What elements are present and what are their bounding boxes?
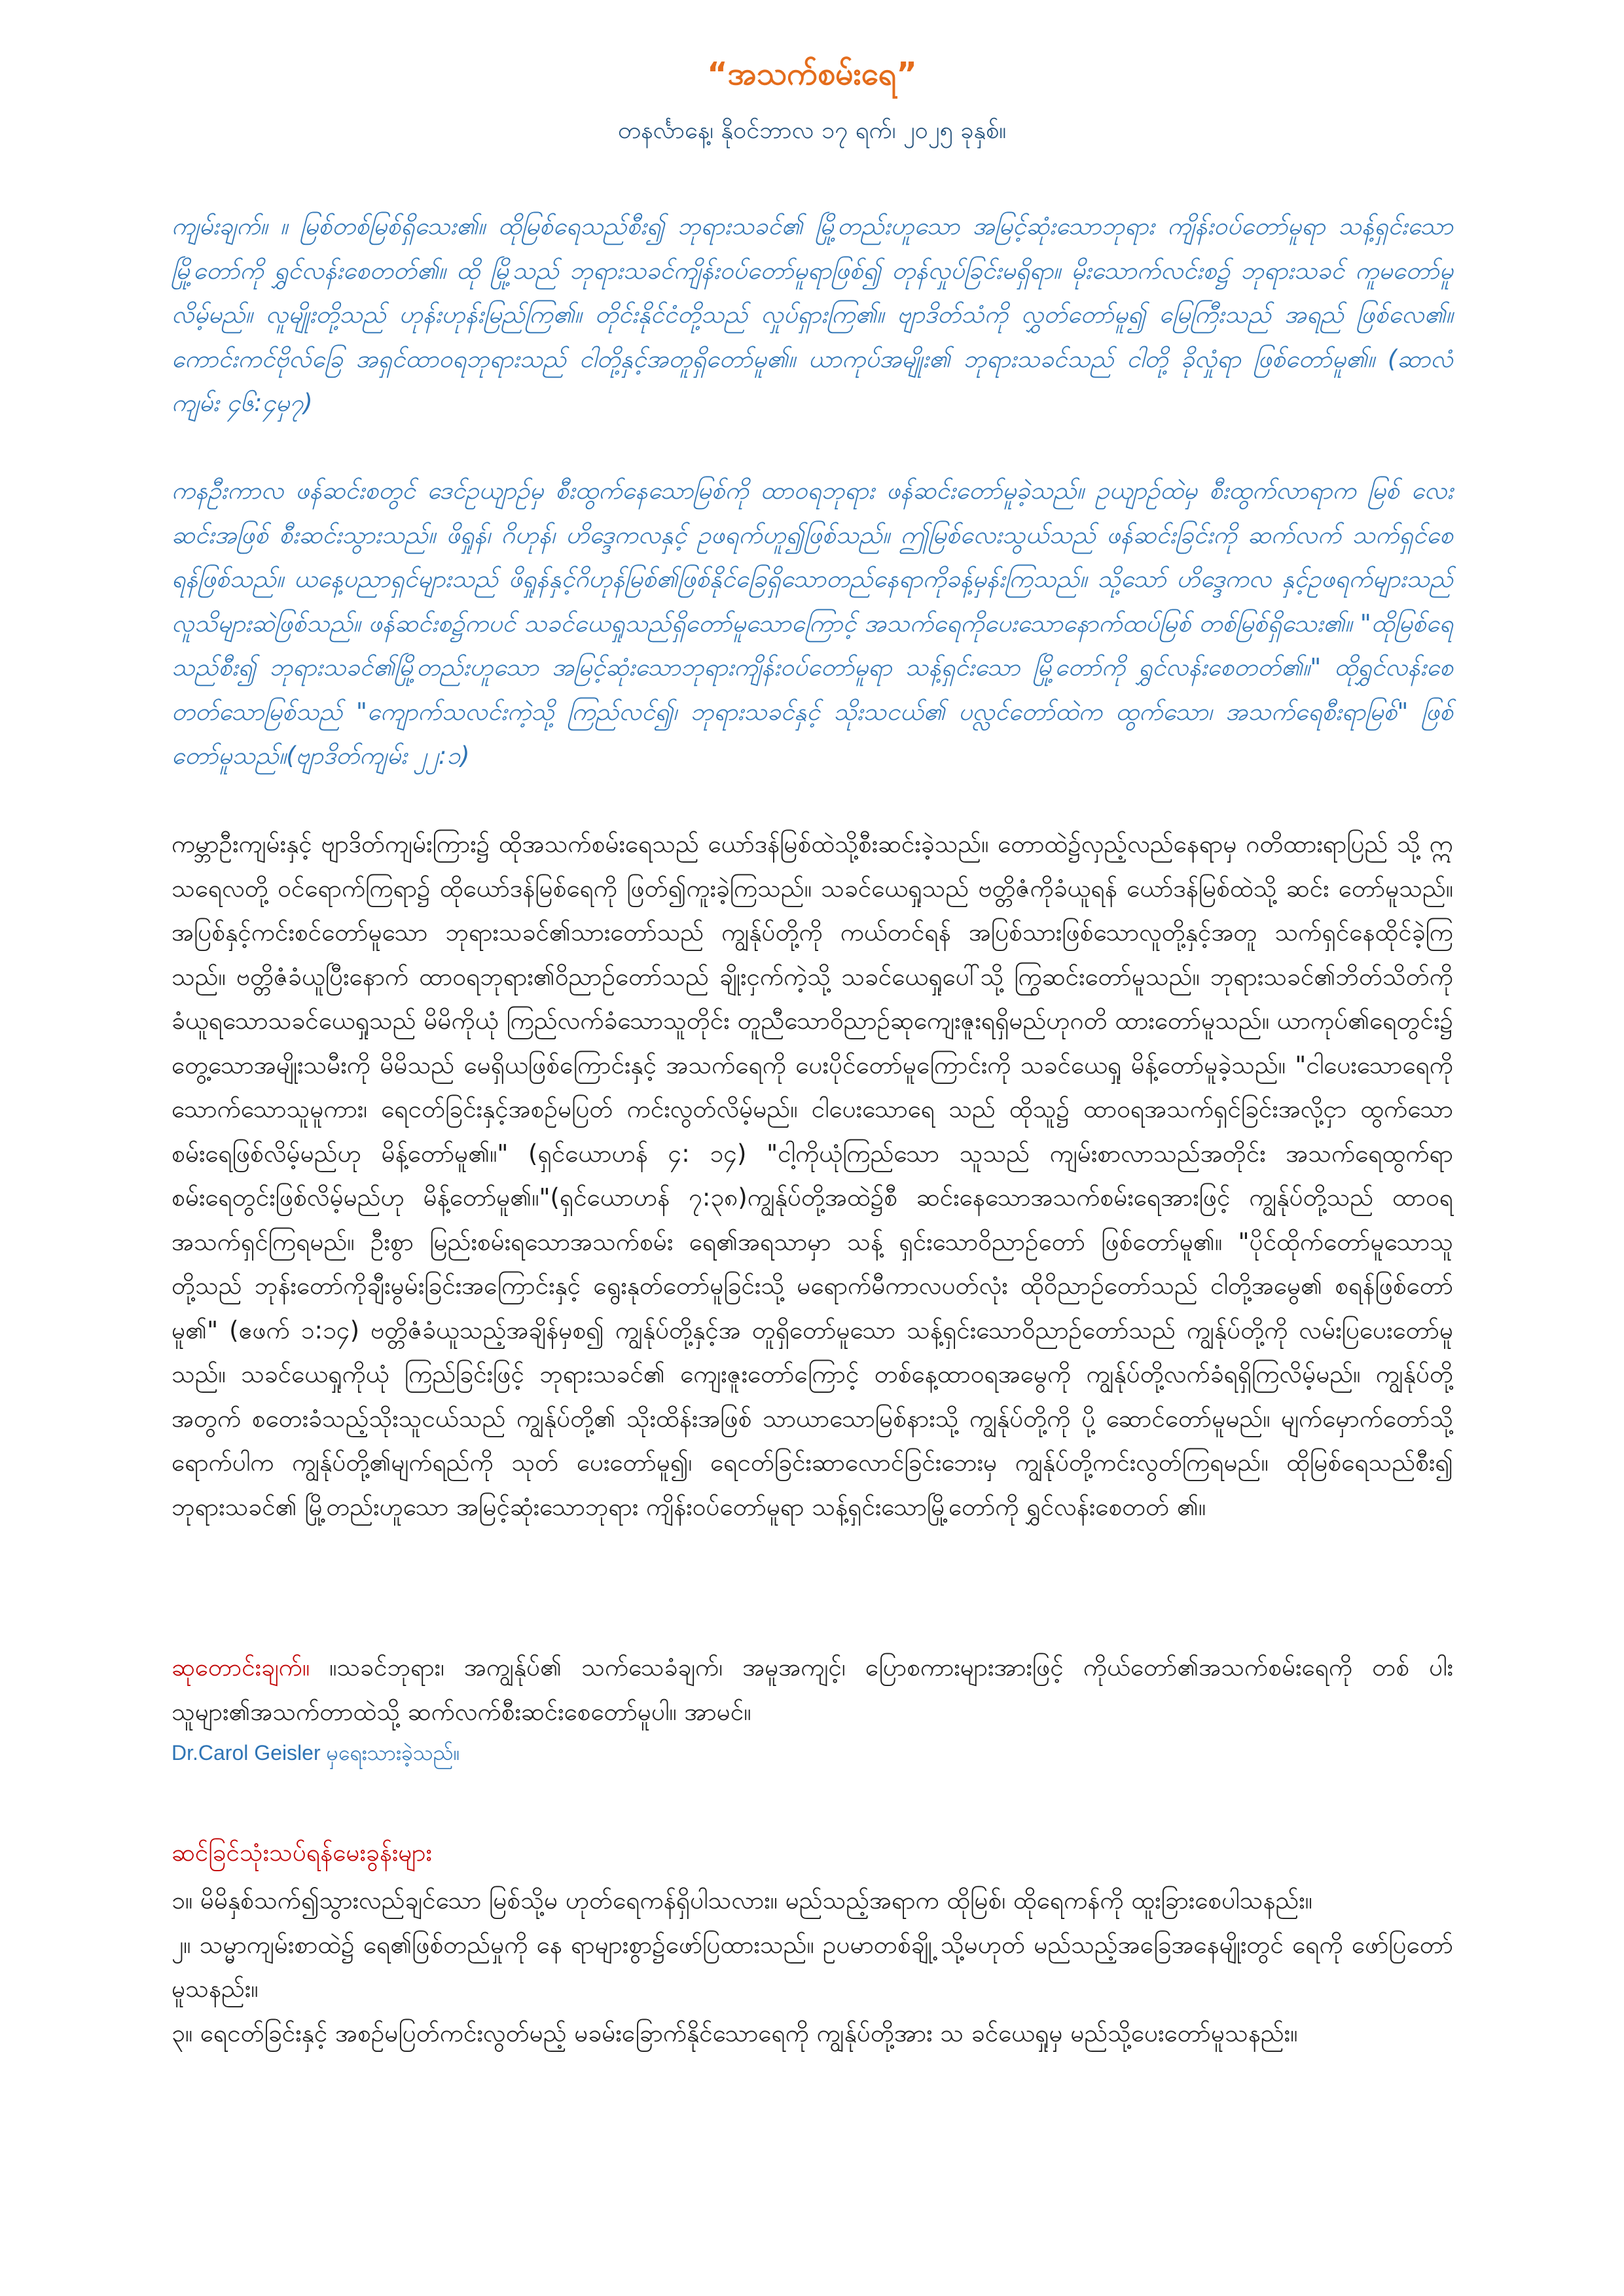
question-item: ၃။ ရေငတ်ခြင်းနှင့် အစဉ်မပြတ်ကင်းလွတ်မည့် မခမ်းခြောက်နိုင်သောရေကို ကျွန်ုပ်တို့အား သ ခင်ယေရှုမှ မည်သို့ပေးတော်မူသနည်း။ bbox=[171, 2018, 1298, 2047]
commentary-paragraph: ကမ္ဘာဦးကျမ်းနှင့် ဗျာဒိတ်ကျမ်းကြား၌ ထိုအသက်စမ်းရေသည် ယော်ဒန်မြစ်ထဲသို့စီးဆင်းခဲ့သည်။ တောထဲ၌လှည့်လည်နေရာမှ ဂတိထားရာပြည် သို့ ဣသရေလတို့ ဝင်ရောက်ကြရာ၌ ထိုယော်ဒန်မြစ်ရေကို ဖြတ်၍ကူးခဲ့ကြသည်။ သခင်ယေရှုသည် ဗတ္တိဇံကိုခံယူရန် ယော်ဒန်မြစ်ထဲသို့ ဆင်း တော်မူသည်။ အပြစ်နှင့်ကင်းစင်တော်မူသော ဘုရားသခင်၏သားတော်သည် ကျွန်ုပ်တို့ကို ကယ်တင်ရန် အပြစ်သားဖြစ်သောလူတို့နှင့်အတူ သက်ရှင်နေထိုင်ခဲ့ကြသည်။ ဗတ္တိဇံခံယူပြီးနောက် ထာဝရဘုရား၏ဝိညာဉ်တော်သည် ချိုးငှက်ကဲ့သို့ သခင်ယေရှုပေါ်သို့ ကြွဆင်းတော်မူသည်။ ဘုရားသခင်၏ဘိတ်သိတ်ကိုခံယူရသောသခင်ယေရှုသည် မိမိကိုယုံ ကြည်လက်ခံသောသူတိုင်း တူညီသောဝိညာဉ်ဆုကျေးဇူးရရှိမည်ဟုဂတိ ထားတော်မူသည်။ ယာကုပ်၏ရေတွင်း၌ တွေ့သောအမျိုးသမီးကို မိမိသည် မေရှိယဖြစ်ကြောင်းနှင့် အသက်ရေကို ပေးပိုင်တော်မူကြောင်းကို သခင်ယေရှု မိန့်တော်မူခဲ့သည်။ "ငါပေးသောရေကို သောက်သောသူမူကား၊ ရေငတ်ခြင်းနှင့်အစဉ်မပြတ် ကင်းလွတ်လိမ့်မည်။ ငါပေးသောရေ သည် ထိုသူ၌ ထာဝရအသက်ရှင်ခြင်းအလို့ငှာ ထွက်သောစမ်းရေဖြစ်လိမ့်မည်ဟု မိန့်တော်မူ၏။" (ရှင်ယောဟန် ၄: ၁၄) "ငါ့ကိုယုံကြည်သော သူသည် ကျမ်းစာလာသည်အတိုင်း အသက်ရေထွက်ရာ စမ်းရေတွင်းဖြစ်လိမ့်မည်ဟု မိန့်တော်မူ၏။"(ရှင်ယောဟန် ၇:၃၈)ကျွန်ုပ်တို့အထဲ၌စီ ဆင်းနေသောအသက်စမ်းရေအားဖြင့် ကျွန်ုပ်တို့သည် ထာဝရအသက်ရှင်ကြရမည်။ ဦးစွာ မြည်းစမ်းရသောအသက်စမ်း ရေ၏အရသာမှာ သန့် ရှင်းသောဝိညာဉ်တော် ဖြစ်တော်မူ၏။ "ပိုင်ထိုက်တော်မူသောသူတို့သည် ဘုန်းတော်ကိုချီးမွမ်းခြင်းအကြောင်းနှင့် ရွေးနုတ်တော်မူခြင်းသို့ မရောက်မီကာလပတ်လုံး ထိုဝိညာဉ်တော်သည် ငါတို့အမွေ၏ စရန်ဖြစ်တော်မူ၏" (ဧဖက် ၁:၁၄) ဗတ္တိဇံခံယူသည့်အချိန်မှစ၍ ကျွန်ုပ်တို့နှင့်အ တူရှိတော်မူသော သန့်ရှင်းသောဝိညာဉ်တော်သည် ကျွန်ုပ်တို့ကို လမ်းပြပေးတော်မူသည်။ သခင်ယေရှုကိုယုံ ကြည်ခြင်းဖြင့် ဘုရားသခင်၏ ကျေးဇူးတော်ကြောင့် တစ်နေ့ထာဝရအမွေကို ကျွန်ုပ်တို့လက်ခံရရှိကြလိမ့်မည်။ ကျွန်ုပ်တို့အတွက် စတေးခံသည့်သိုးသူငယ်သည် ကျွန်ုပ်တို့၏ သိုးထိန်းအဖြစ် သာယာသောမြစ်နားသို့ ကျွန်ုပ်တို့ကို ပို့ ဆောင်တော်မူမည်။ မျက်မှောက်တော်သို့ ရောက်ပါက ကျွန်ုပ်တို့၏မျက်ရည်ကို သုတ် ပေးတော်မူ၍၊ ရေငတ်ခြင်းဆာလောင်ခြင်းဘေးမှ ကျွန်ုပ်တို့ကင်းလွတ်ကြရမည်။ ထိုမြစ်ရေသည်စီး၍ ဘုရားသခင်၏ မြို့တည်းဟူသော အမြင့်ဆုံးသောဘုရား ကျိန်းဝပ်တော်မူရာ သန့်ရှင်းသောမြို့တော်ကို ရွှင်လန်းစေတတ် ၏။ bbox=[171, 830, 1453, 1521]
question-item: ၂။ သမ္မာကျမ်းစာထဲ၌ ရေ၏ဖြစ်တည်မှုကို နေ ရာများစွာ၌ဖော်ပြထားသည်။ ဥပမာတစ်ချို့ သို့မဟုတ် မည်သည့်အခြေအနေမျိုးတွင် ရေကို ဖော်ပြတော်မူသနည်း။ bbox=[171, 1930, 1453, 2003]
scripture-passage-1: ကျမ်းချက်။ ။ မြစ်တစ်မြစ်ရှိသေး၏။ ထိုမြစ်ရေသည်စီး၍ ဘုရားသခင်၏ မြို့တည်းဟူသော အမြင့်ဆုံးသောဘုရား ကျိန်းဝပ်တော်မူရာ သန့်ရှင်းသောမြို့တော်ကို ရွှင်လန်းစေတတ်၏။ ထို မြို့သည် ဘုရားသခင်ကျိန်းဝပ်တော်မူရာဖြစ်၍ တုန်လှုပ်ခြင်းမရှိရာ။ မိုးသောက်လင်းစ၌ ဘုရားသခင် ကူမတော်မူလိမ့်မည်။ လူမျိုးတို့သည် ဟုန်းဟုန်းမြည်ကြ၏။ တိုင်းနိုင်ငံတို့သည် လှုပ်ရှားကြ၏။ ဗျာဒိတ်သံကို လွှတ်တော်မူ၍ မြေကြီးသည် အရည် ဖြစ်လေ၏။ ကောင်းကင်ဗိုလ်ခြေ အရှင်ထာဝရဘုရားသည် ငါတို့နှင့်အတူရှိတော်မူ၏။ ယာကုပ်အမျိုး၏ ဘုရားသခင်သည် ငါတို့ ခိုလှုံရာ ဖြစ်တော်မူ၏။ (ဆာလံကျမ်း ၄၆:၄မှ၇) bbox=[171, 212, 1453, 417]
prayer-paragraph bbox=[171, 1645, 1453, 1734]
author-byline: Dr.Carol Geisler မှရေးသားခဲ့သည်။ bbox=[171, 1741, 460, 1765]
questions-list bbox=[171, 1878, 1453, 2055]
questions-heading: ဆင်ခြင်သုံးသပ်ရန်မေးခွန်းများ bbox=[171, 1839, 432, 1867]
page-title: “အသက်စမ်းရေ” bbox=[707, 56, 917, 92]
question-item: ၁။ မိမိနှစ်သက်၍သွားလည်ချင်သော မြစ်သို့မ ဟုတ်ရေကန်ရှိပါသလား။ မည်သည့်အရာက ထိုမြစ်၊ ထိုရေကန်ကို ထူးခြားစေပါသနည်း။ bbox=[171, 1886, 1312, 1914]
prayer-label: ဆုတောင်းချက်။ bbox=[171, 1653, 310, 1681]
scripture-passage-2: ကနဦးကာလ ဖန်ဆင်းစတွင် ဒေင်ဥယျာဉ်မှ စီးထွက်နေသောမြစ်ကို ထာဝရဘုရား ဖန်ဆင်းတော်မူခဲ့သည်။ ဥယျာဉ်ထဲမှ စီးထွက်လာရာက မြစ် လေးဆင်းအဖြစ် စီးဆင်းသွားသည်။ ဖိရှုန်၊ ဂိဟုန်၊ ဟိဒ္ဒေကလနှင့် ဥဖရက်ဟူ၍ဖြစ်သည်။ ဤမြစ်လေးသွယ်သည် ဖန်ဆင်းခြင်းကို ဆက်လက် သက်ရှင်စေရန်ဖြစ်သည်။ ယနေ့ပညာရှင်များသည် ဖိရှုန်နှင့်ဂိဟုန်မြစ်၏ဖြစ်နိုင်ခြေရှိသောတည်နေရာကိုခန့်မှန်းကြသည်။ သို့သော် ဟိဒ္ဒေကလ နှင့်ဥဖရက်များသည် လူသိများဆဲဖြစ်သည်။ ဖန်ဆင်းစ၌ကပင် သခင်ယေရှုသည်ရှိတော်မူသောကြောင့် အသက်ရေကိုပေးသောနောက်ထပ်မြစ် တစ်မြစ်ရှိသေး၏။ "ထိုမြစ်ရေသည်စီး၍ ဘုရားသခင်၏မြို့တည်းဟူသော အမြင့်ဆုံးသောဘုရားကျိန်းဝပ်တော်မူရာ သန့်ရှင်းသော မြို့တော်ကို ရွှင်လန်းစေတတ်၏။" ထိုရွှင်လန်းစေတတ်သောမြစ်သည် "ကျောက်သလင်းကဲ့သို့ ကြည်လင်၍၊ ဘုရားသခင်နှင့် သိုးသငယ်၏ ပလ္လင်တော်ထဲက ထွက်သော၊ အသက်ရေစီးရာမြစ်" ဖြစ်တော်မူသည်။(ဗျာဒိတ်ကျမ်း ၂၂:၁) bbox=[171, 476, 1453, 770]
dateline: တနင်္လာနေ့၊ နိုဝင်ဘာလ ၁၇ ရက်၊ ၂၀၂၅ ခုနှစ်။ bbox=[617, 117, 1007, 144]
prayer-text: ။သခင်ဘုရား၊ အကျွန်ုပ်၏ သက်သေခံချက်၊ အမူအကျင့်၊ ပြောစကားများအားဖြင့် ကိုယ်တော်၏အသက်စမ်းရေကို တစ် ပါးသူများ၏အသက်တာထဲသို့ ဆက်လက်စီးဆင်းစေတော်မူပါ။ အာမင်။ bbox=[171, 1653, 1453, 1726]
